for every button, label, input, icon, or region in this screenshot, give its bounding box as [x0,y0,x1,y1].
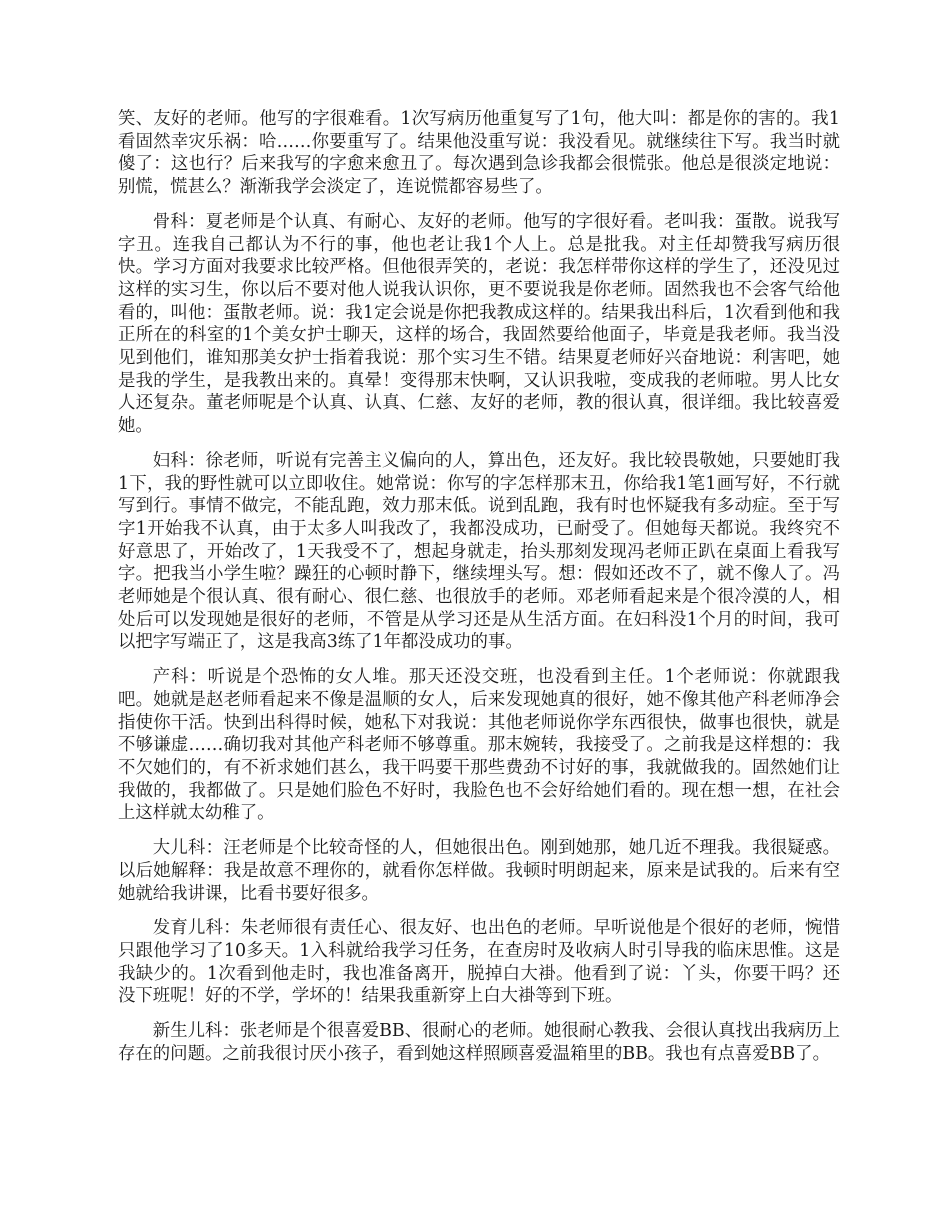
paragraph-gynecology: 妇科：徐老师，听说有完善主义偏向的人，算出色，还友好。我比较畏敬她，只要她盯我1下，我的野性就可以立即收住。她常说：你写的字怎样那末丑，你给我1笔1画写好，不行就写到行。事情不做完，不能乱跑，效力那末低。说到乱跑，我有时也怀疑我有多动症。至于写字1开始我不认真，由于太多人叫我改了，我都没成功，已耐受了。但她每天都说。我终究不好意思了，开始改了，1天我受不了，想起身就走，抬头那刻发现冯老师正趴在桌面上看我写字。把我当小学生啦？躁狂的心顿时静下，继续埋头写。想：假如还改不了，就不像人了。冯老师她是个很认真、很有耐心、很仁慈、也很放手的老师。邓老师看起来是个很冷漠的人，相处后可以发现她是很好的老师，不管是从学习还是从生活方面。在妇科没1个月的时间，我可以把字写端正了，这是我高3练了1年都没成功的事。 [118,450,840,653]
document-body [118,108,840,1077]
paragraph-continuation: 笑、友好的老师。他写的字很难看。1次写病历他重复写了1句，他大叫：都是你的害的。我1看固然幸灾乐祸：哈……你要重写了。结果他没重写说：我没看见。就继续往下写。我当时就傻了：这也行？后来我写的字愈来愈丑了。每次遇到急诊我都会很慌张。他总是很淡定地说：别慌，慌甚么？渐渐我学会淡定了，连说慌都容易些了。 [118,109,840,198]
paragraph-general-pediatrics: 大儿科：汪老师是个比较奇怪的人，但她很出色。刚到她那，她几近不理我。我很疑惑。以后她解释：我是故意不理你的，就看你怎样做。我顿时明朗起来，原来是试我的。后来有空她就给我讲课，比看书要好很多。 [118,838,840,904]
paragraph-orthopedics: 骨科：夏老师是个认真、有耐心、友好的老师。他写的字很好看。老叫我：蛋散。说我写字丑。连我自己都认为不行的事，他也老让我1个人上。总是批我。对主任却赞我写病历很快。学习方面对我要求比较严格。但他很弄笑的，老说：我怎样带你这样的学生了，还没见过这样的实习生，你以后不要对他人说我认识你，更不要说我是你老师。固然我也不会客气给他看的，叫他：蛋散老师。说：我1定会说是你把我教成这样的。结果我出科后，1次看到他和我正所在的科室的1个美女护士聊天，这样的场合，我固然要给他面子，毕竟是我老师。我当没见到他们，谁知那美女护士指着我说：那个实习生不错。结果夏老师好兴奋地说：利害吧，她是我的学生，是我教出来的。真晕！变得那末快啊，又认识我啦，变成我的老师啦。男人比女人还复杂。董老师呢是个认真、认真、仁慈、友好的老师，教的很认真，很详细。我比较喜爱她。 [118,211,840,437]
paragraph-neonatology: 新生儿科：张老师是个很喜爱BB、很耐心的老师。她很耐心教我、会很认真找出我病历上存在的问题。之前我很讨厌小孩子，看到她这样照顾喜爱温箱里的BB。我也有点喜爱BB了。 [118,1021,840,1064]
paragraph-developmental-pediatrics: 发育儿科：朱老师很有责任心、很友好、也出色的老师。早听说他是个很好的老师，惋惜只跟他学习了10多天。1入科就给我学习任务，在查房时及收病人时引导我的临床思惟。这是我缺少的。1次看到他走时，我也准备离开，脱掉白大褂。他看到了说：丫头，你要干吗？还没下班呢！好的不学，学坏的！结果我重新穿上白大褂等到下班。 [118,918,840,1007]
paragraph-obstetrics: 产科：听说是个恐怖的女人堆。那天还没交班，也没看到主任。1个老师说：你就跟我吧。她就是赵老师看起来不像是温顺的女人，后来发现她真的很好，她不像其他产科老师净会指使你干活。快到出科得时候，她私下对我说：其他老师说你学东西很快，做事也很快，就是不够谦虚……确切我对其他产科老师不够尊重。那末婉转，我接受了。之前我是这样想的：我不欠她们的，有不祈求她们甚么，我干吗要干那些费劲不讨好的事，我就做我的。固然她们让我做的，我都做了。只是她们脸色不好时，我脸色也不会好给她们看的。现在想一想，在社会上这样就太幼稚了。 [118,667,840,824]
